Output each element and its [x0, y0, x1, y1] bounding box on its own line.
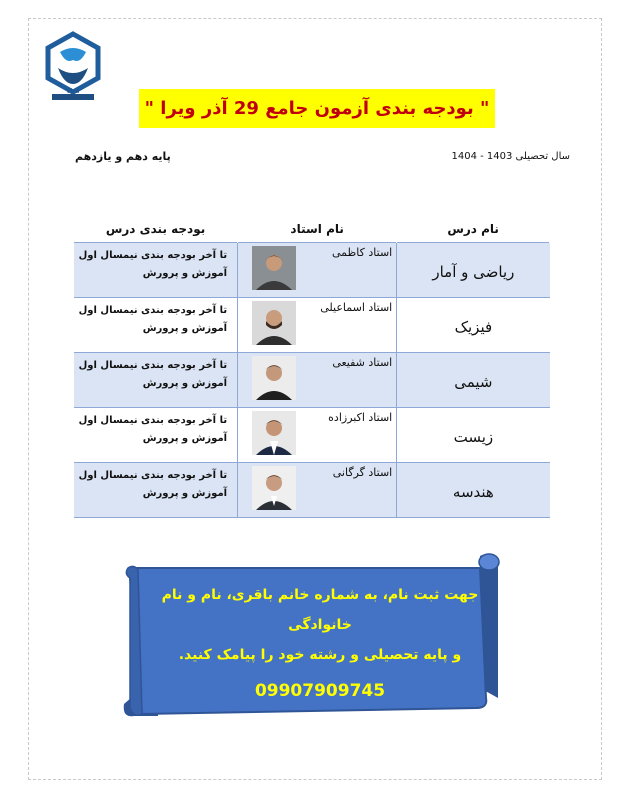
table-row — [74, 298, 550, 353]
course-name: ریاضی و آمار — [432, 263, 515, 281]
budget-cell — [74, 463, 238, 518]
teacher-photo-icon — [252, 466, 296, 510]
teacher-photo-icon — [252, 356, 296, 400]
budget-line-2: آموزش و پرورش — [142, 323, 228, 334]
course-name: شیمی — [454, 373, 493, 391]
teacher-cell — [238, 298, 397, 353]
course-cell — [397, 243, 550, 298]
banner-text — [150, 580, 490, 706]
teacher-photo-icon — [252, 411, 296, 455]
table-row — [74, 243, 550, 298]
teacher-cell — [238, 408, 397, 463]
grade-label: پایه دهم و یازدهم — [75, 150, 171, 163]
course-name: فیزیک — [454, 318, 493, 336]
budget-line-1: تا آخر بودجه بندی نیمسال اول — [78, 360, 228, 371]
course-cell — [397, 298, 550, 353]
course-cell — [397, 408, 550, 463]
teacher-name: استاد گرگانی — [332, 466, 393, 479]
budget-line-2: آموزش و پرورش — [142, 488, 228, 499]
table-row — [74, 463, 550, 518]
teacher-name: استاد اکبرزاده — [328, 411, 393, 424]
page-title: " بودجه بندی آزمون جامع 29 آذر ویرا " — [139, 89, 495, 128]
budget-line-2: آموزش و پرورش — [142, 268, 228, 279]
table-row — [74, 353, 550, 408]
budget-cell — [74, 408, 238, 463]
budget-cell — [74, 353, 238, 408]
course-cell — [397, 463, 550, 518]
teacher-cell — [238, 243, 397, 298]
vira-logo-icon — [42, 30, 104, 108]
budget-table — [73, 216, 550, 518]
table-row — [74, 408, 550, 463]
logo-caption: Vira — [66, 88, 80, 95]
budget-line-2: آموزش و پرورش — [142, 433, 228, 444]
banner-line-1: جهت ثبت نام، به شماره خانم باقری، نام و نام خانوادگی — [161, 587, 479, 633]
header-budget: بودجه بندی درس — [74, 216, 238, 243]
budget-line-1: تا آخر بودجه بندی نیمسال اول — [78, 305, 228, 316]
header-teacher: نام استاد — [238, 216, 397, 243]
course-name: زیست — [453, 428, 494, 446]
academic-year-label: سال تحصیلی 1403 - 1404 — [451, 151, 570, 162]
budget-line-1: تا آخر بودجه بندی نیمسال اول — [78, 250, 228, 261]
teacher-name: استاد شفیعی — [332, 356, 393, 369]
budget-cell — [74, 243, 238, 298]
teacher-photo-icon — [252, 301, 296, 345]
teacher-name: استاد کاظمی — [332, 246, 393, 259]
banner-line-2: و پایه تحصیلی و رشته خود را پیامک کنید. — [178, 647, 462, 663]
budget-line-2: آموزش و پرورش — [142, 378, 228, 389]
course-cell — [397, 353, 550, 408]
teacher-photo-icon — [252, 246, 296, 290]
teacher-cell — [238, 463, 397, 518]
table-header-row — [74, 216, 550, 243]
budget-line-1: تا آخر بودجه بندی نیمسال اول — [78, 415, 228, 426]
teacher-name: استاد اسماعیلی — [320, 301, 393, 314]
banner-phone-number: 09907909745 — [254, 681, 386, 701]
budget-line-1: تا آخر بودجه بندی نیمسال اول — [78, 470, 228, 481]
teacher-cell — [238, 353, 397, 408]
header-course: نام درس — [397, 216, 550, 243]
budget-cell — [74, 298, 238, 353]
course-name: هندسه — [452, 483, 494, 501]
